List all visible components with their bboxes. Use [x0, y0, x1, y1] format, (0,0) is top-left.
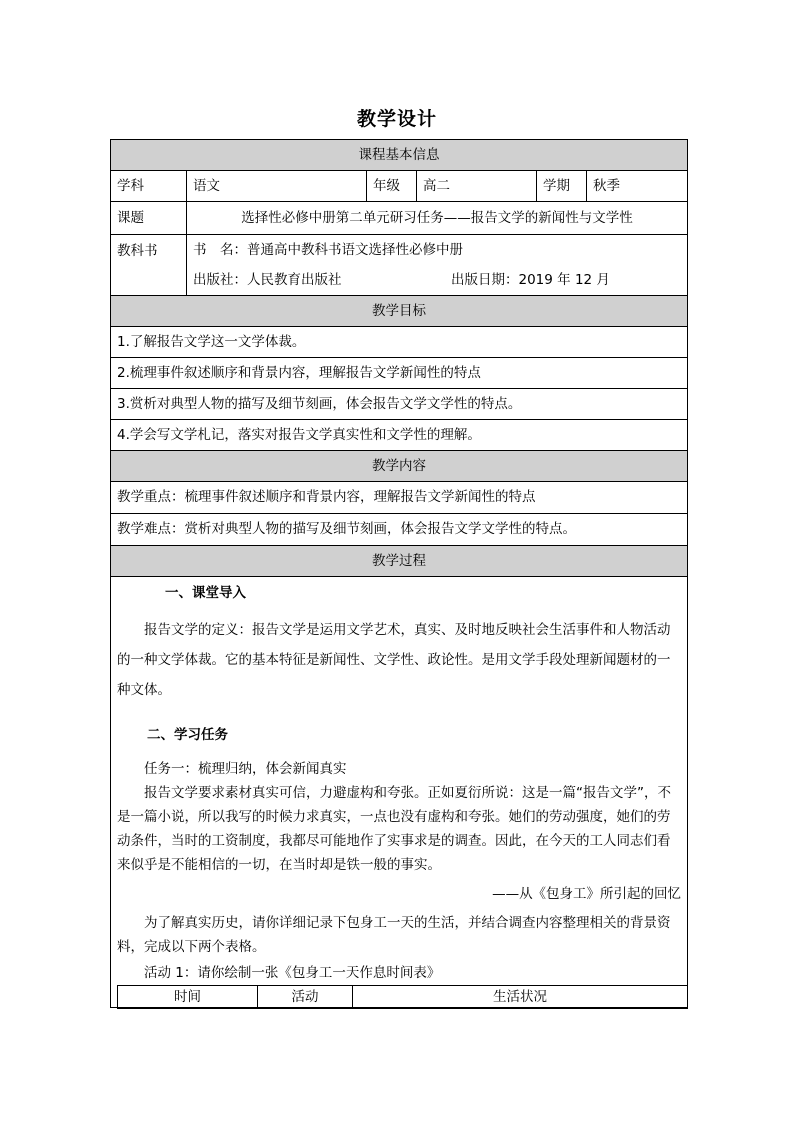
- section-title-tasks: 二、学习任务: [147, 727, 228, 743]
- grade-value: 高二: [417, 171, 537, 202]
- grade-label: 年级: [367, 171, 417, 202]
- table-header-living: 生活状况: [353, 986, 688, 1009]
- goal-item: 3.赏析对典型人物的描写及细节刻画，体会报告文学文学性的特点。: [111, 389, 688, 420]
- term-value: 秋季: [587, 171, 688, 202]
- subject-label: 学科: [111, 171, 187, 202]
- subject-value: 语文: [187, 171, 367, 202]
- section-title-intro: 一、课堂导入: [165, 585, 246, 601]
- quote-paragraph: 报告文学要求素材真实可信，力避虚构和夸张。正如夏衍所说：这是一篇“报告文学”，不是一篇小说，所以我写的时候力求真实，一点也没有虚构和夸张。她们的劳动强度，她们的劳动条件，当时的工资制度，我都尽可能地作了实事求是的调查。因此，在今天的工人同志们看来似乎是不能相信的一切，在当时却是铁一般的事实。: [117, 785, 671, 873]
- activity-one: 活动 1：请你绘制一张《包身工一天作息时间表》: [144, 965, 441, 981]
- lesson-plan-table: [110, 139, 688, 1008]
- quote-source: ——从《包身工》所引起的回忆: [492, 886, 682, 902]
- textbook-label: 教科书: [111, 235, 187, 296]
- topic-label: 课题: [111, 202, 187, 235]
- intro-paragraph: 报告文学的定义：报告文学是运用文学艺术，真实、及时地反映社会生活事件和人物活动的一种文学体裁。它的基本特征是新闻性、文学性、政论性。是用文学手段处理新闻题材的一种文体。: [117, 622, 671, 698]
- process-content: [111, 577, 688, 1008]
- section-header-goals: 教学目标: [111, 296, 688, 327]
- table-header-activity: 活动: [258, 986, 353, 1009]
- schedule-table: [117, 985, 688, 1009]
- goal-item: 2.梳理事件叙述顺序和背景内容，理解报告文学新闻性的特点: [111, 358, 688, 389]
- term-label: 学期: [537, 171, 587, 202]
- goal-item: 4.学会写文学札记，落实对报告文学真实性和文学性的理解。: [111, 420, 688, 451]
- publisher-line: [187, 265, 688, 296]
- section-header-process: 教学过程: [111, 546, 688, 577]
- key-point: 教学重点：梳理事件叙述顺序和背景内容，理解报告文学新闻性的特点: [111, 482, 688, 514]
- section-header-content: 教学内容: [111, 451, 688, 482]
- task-one: 任务一：梳理归纳，体会新闻真实: [144, 761, 347, 777]
- goal-item: 1.了解报告文学这一文学体裁。: [111, 327, 688, 358]
- publisher: 出版社：人民教育出版社: [193, 271, 342, 288]
- publish-date: 出版日期：2019 年 12 月: [451, 271, 610, 288]
- textbook-name: 书 名：普通高中教科书语文选择性必修中册: [187, 235, 688, 266]
- instruction-paragraph: 为了解真实历史，请你详细记录下包身工一天的生活，并结合调查内容整理相关的背景资料，完成以下两个表格。: [117, 915, 671, 955]
- topic-value: 选择性必修中册第二单元研习任务——报告文学的新闻性与文学性: [187, 202, 688, 235]
- difficult-point: 教学难点：赏析对典型人物的描写及细节刻画，体会报告文学文学性的特点。: [111, 514, 688, 546]
- section-header-basic-info: 课程基本信息: [111, 140, 688, 171]
- document-title: 教学设计: [356, 108, 437, 130]
- table-header-time: 时间: [118, 986, 258, 1009]
